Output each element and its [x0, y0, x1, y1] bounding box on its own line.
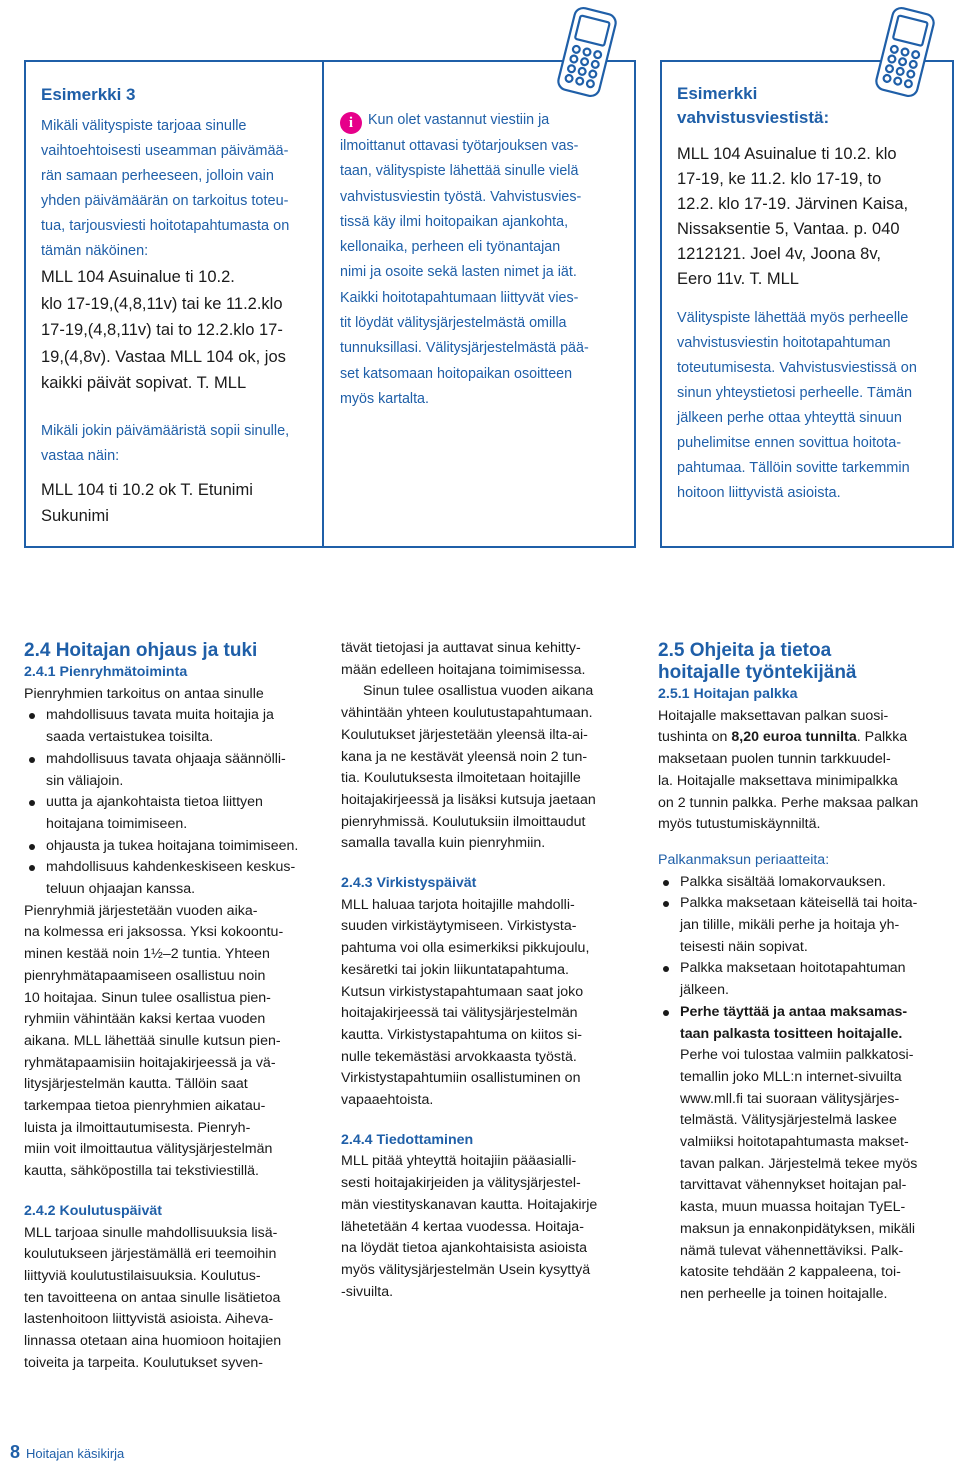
column-left — [24, 640, 324, 1375]
box1-example-message: MLL 104 Asuinalue ti 10.2. klo 17-19,(4,8,11v) tai ke 11.2.klo 17-19,(4,8,11v) tai to 12.2.klo 17- 19,(4,8v). Vastaa MLL 104 ok, jos kaikki päivät sopivat. T. MLL — [41, 268, 286, 392]
list-item: ohjausta ja tukea hoitajana toimimiseen. — [24, 836, 324, 858]
box1-answer-message: MLL 104 ti 10.2 ok T. Etunimi Sukunimi — [41, 480, 253, 525]
list-item: mahdollisuus tavata ohjaaja säännölli- sin väliajoin. — [24, 749, 324, 792]
list-item: uutta ja ajankohtaista tietoa liittyen hoitajana toimimiseen. — [24, 792, 324, 835]
confirmation-example-box — [660, 60, 954, 548]
text-span: Hoitajalle maksettavan palkan suosi- tushinta on — [658, 707, 889, 746]
paragraph: Sinun tulee osallistua vuoden aikana vähintään yhteen koulutustapahtumaan. Koulutukset järjestetään yleensä ilta-ai- kana ja ne kestävät yleensä noin 2 tun- tia. Koulutuksesta ilmoitetaan hoitajille hoitajakirjeessä ja lisäksi kutsuja jaetaan pienryhmissä. Koulutuksiin ilmoittaudut samalla tavalla kuin pienryhmiin. — [341, 683, 596, 852]
column-right — [658, 640, 958, 1306]
heading-2-5-1: 2.5.1 Hoitajan palkka — [658, 686, 798, 702]
list-item: mahdollisuus tavata muita hoitajia ja saada vertaistukea toisilta. — [24, 705, 324, 748]
example-3-box — [24, 60, 324, 548]
paragraph: MLL tarjoaa sinulle mahdollisuuksia lisä- koulutukseen järjestämällä eri teemoihin liittyviä koulutustilaisuuksia. Koulutus- ten tavoitteena on antaa sinulle lisätietoa lastenhoitoon liittyvistä asioista. Aiheva- linnassa otetaan aina huomioon hoitajien toiveita ja tarpeita. Koulutukset syven- — [24, 1224, 282, 1371]
heading-2-4-1: 2.4.1 Pienryhmätoiminta — [24, 664, 188, 680]
list-item: Palkka maksetaan hoitotapahtuman jälkeen. — [658, 958, 958, 1001]
info-icon: i — [340, 112, 362, 134]
bullet-list — [24, 705, 324, 900]
mobile-phone-icon — [874, 6, 936, 98]
footer-title: Hoitajan käsikirja — [26, 1446, 125, 1461]
info-box — [324, 60, 636, 548]
heading-2-4-4: 2.4.4 Tiedottaminen — [341, 1131, 474, 1148]
paragraph: Pienryhmien tarkoitus on antaa sinulle — [24, 685, 264, 702]
info-text-body: Kun olet vastannut viestiin ja ilmoittanut ottavasi työtarjouksen vas- taan, välityspiste lähettää sinulle vielä vahvistusviestin työstä. Vahvistusvies- tissä käy ilmi hoitopaikan ajankohta, kellonaika, perheen eli työnantajan nimi ja osoite sekä lasten nimet ja iät. Kaikki hoitotapahtumaan liittyvät vies- tit löydät välitysjärjestelmästä omilla tunnuksillasi. Välitysjärjestelmästä pää- set katsomaan hoitopaikan osoitteen myös kartalta. — [340, 112, 589, 407]
box1-intro: Mikäli välityspiste tarjoaa sinulle vaihtoehtoisesti useamman päivämää- rän samaan perheeseen, jolloin vain yhden päivämäärän on tarkoitus toteu- tua, tarjousviesti hoitotapahtumasta on tämän näköinen: — [41, 118, 290, 259]
bold-text: Perhe täyttää ja antaa maksamas- taan palkasta tositteen hoitajalle. — [680, 1003, 908, 1042]
heading-2-5: 2.5 Ohjeita ja tietoa hoitajalle työntekijänä — [658, 640, 857, 683]
heading-2-4-3: 2.4.3 Virkistyspäivät — [341, 875, 477, 892]
box3-text: Välityspiste lähettää myös perheelle vahvistusviestin hoitotapahtuman toteutumisesta. Vahvistusviestissä on sinun yhteystietosi perheelle. Tämän jälkeen perhe ottaa yhteyttä sinuun puhelimitse ennen sovittua hoitota- pahtumaa. Tällöin sovitte tarkemmin hoitoon liittyvistä asioista. — [677, 310, 917, 501]
box1-title: Esimerkki 3 — [41, 85, 136, 104]
box3-title: Esimerkki vahvistusviestistä: — [677, 84, 830, 127]
box3-example-message: MLL 104 Asuinalue ti 10.2. klo 17-19, ke 11.2. klo 17-19, to 12.2. klo 17-19. Järvinen Kaisa, Nissaksentie 5, Vantaa. p. 040 1212121. Joel 4v, Joona 8v, Eero 11v. T. MLL — [677, 145, 909, 288]
list-item: mahdollisuus kahdenkeskiseen keskus- teluun ohjaajan kanssa. — [24, 857, 324, 900]
list-item — [658, 1002, 958, 1306]
mobile-phone-icon — [556, 6, 618, 98]
paragraph: tävät tietojasi ja auttavat sinua kehitty- mään edelleen hoitajana toimimisessa. — [341, 640, 586, 678]
list-item: Palkka maksetaan käteisellä tai hoita- jan tilille, mikäli perhe ja hoitaja yh- teisesti näin sopivat. — [658, 893, 958, 958]
hourly-rate: 8,20 euroa tunnilta — [731, 729, 857, 746]
heading-2-4: 2.4 Hoitajan ohjaus ja tuki — [24, 640, 258, 661]
column-middle — [341, 638, 641, 1303]
paragraph: MLL pitää yhteyttä hoitajiin pääasialli- sesti hoitajakirjeiden ja välitysjärjestel- män viestityskanavan kautta. Hoitajakirje lähetetään 4 kertaa vuodessa. Hoitaja- na löydät tietoa ajankohtaisista asioista myös välitysjärjestelmän Usein kysyttyä -sivuilta. — [341, 1153, 598, 1300]
paragraph: MLL haluaa tarjota hoitajille mahdolli- suuden virkistäytymiseen. Virkistysta- pahtuma voi olla esimerkiksi pikkujoulu, kesäretki tai jokin liikuntatapahtuma. Kutsun virkistystapahtumaan saat joko hoitajakirjeessä tai välitysjärjestelmän kautta. Virkistystapahtuma on kiitos si- nulle tekemästäsi arvokkaasta työstä. Virkistystapahtumiin osallistuminen on vapaaehtoista. — [341, 896, 590, 1109]
page-footer — [10, 1442, 124, 1463]
payment-principles-label: Palkanmaksun periaatteita: — [658, 851, 830, 868]
box1-question: Mikäli jokin päivämääristä sopii sinulle, vastaa näin: — [41, 422, 290, 464]
info-text — [340, 108, 634, 412]
text-span: . Palkka maksetaan puolen tunnin tarkkuudel- la. Hoitajalle maksettava minimipalkka on 2 tunnin palkka. Perhe maksaa palkan myös tutustumiskäynniltä. — [658, 729, 919, 833]
list-item: Palkka sisältää lomakorvauksen. — [658, 872, 958, 894]
heading-2-4-2: 2.4.2 Koulutuspäivät — [24, 1202, 162, 1219]
salary-paragraph — [658, 706, 958, 836]
paragraph: Pienryhmiä järjestetään vuoden aika- na kolmessa eri jaksossa. Yksi kokoontu- minen kestää noin 1½–2 tuntia. Yhteen pienryhmätapaamiseen osallistuu noin 10 hoitajaa. Sinun tulee osallistua pien- ryhmiin vähintään kaksi kertaa vuoden aikana. MLL lähettää sinulle kutsun pien- ryhmätapaamisiin hoitajakirjeessä ja vä- litysjärjestelmän kautta. Tällöin saat tarkempaa tietoa pienryhmien aikatau- luista ja ilmoittautumisesta. Pienryh- miin voit ilmoittautua välitysjärjestelmän kautta, sähköpostilla tai tekstiviestillä. — [24, 902, 284, 1180]
text-span: Perhe voi tulostaa valmiin palkkatosi- temallin joko MLL:n internet-sivuilta www.mll.fi tai suoraan välitysjärjes- telmästä. Välitysjärjestelmä laskee valmiiksi hoitotapahtumasta makset- tavan palkan. Järjestelmä tekee myös tarvittavat vähennykset hoitajan pal- kasta, muun muassa hoitajan TyEL- maksun ja ennakonpidätyksen, mikäli nämä tulevat vähennettäviksi. Palk- katosite tehdään 2 kappaleena, toi- nen perheelle ja toinen hoitajalle. — [680, 1047, 918, 1302]
bullet-list — [658, 872, 958, 1306]
page-number: 8 — [10, 1442, 21, 1462]
